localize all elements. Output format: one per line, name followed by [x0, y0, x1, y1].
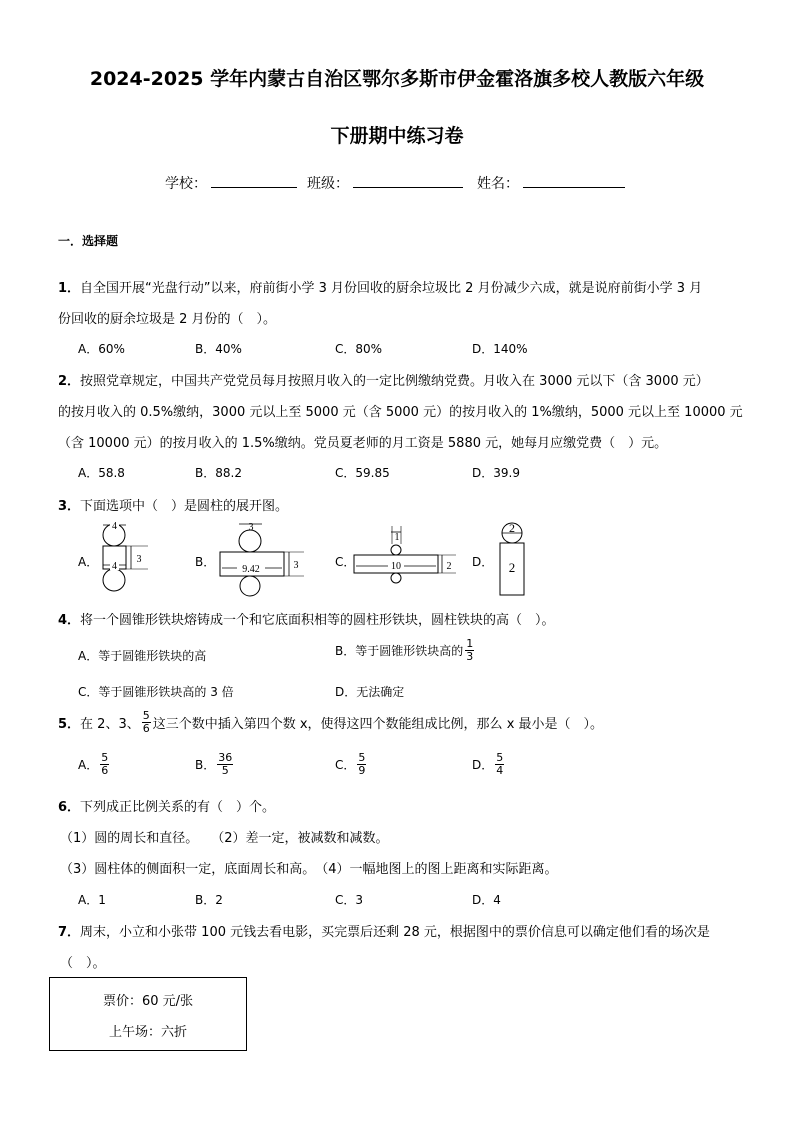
- net-c-top-circle: [391, 545, 401, 555]
- q5-option-d-num: 5: [496, 751, 504, 764]
- q6-line1: [58, 796, 275, 815]
- q5-option-d[interactable]: [472, 752, 506, 777]
- q6-option-d[interactable]: D．4: [472, 893, 501, 907]
- net-d-side-label: 2: [508, 560, 516, 575]
- q5-option-a-num: 5: [101, 751, 109, 764]
- q2-number: 2．: [58, 374, 81, 389]
- q6-option-b[interactable]: B．2: [195, 893, 223, 907]
- q3-option-b[interactable]: B．: [195, 555, 216, 569]
- q1-number: 1．: [58, 281, 81, 296]
- q4-line1: [58, 609, 555, 628]
- q5-fraction: [142, 710, 151, 735]
- name-blank[interactable]: [523, 173, 625, 188]
- q2-line1: [58, 370, 709, 389]
- school-blank[interactable]: [211, 173, 297, 188]
- q4-option-b-text: B．等于圆锥形铁块高的: [335, 644, 464, 658]
- q5-line1: [58, 710, 603, 735]
- q5-option-d-label: D．: [472, 758, 494, 772]
- q3-option-a[interactable]: A．: [78, 555, 99, 569]
- q3-figure-a: [96, 520, 152, 598]
- q6-text3: （3）圆柱体的侧面积一定，底面周长和高。 （4）一幅地图上的图上距离和实际距离。: [60, 862, 558, 877]
- net-c-top-label: 1: [394, 532, 400, 543]
- net-b-bottom-circle: [240, 576, 260, 596]
- q2-text3: （含 10000 元）的按月收入的 1.5%缴纳。党员夏老师的月工资是 5880 元，她每月应缴党费（ ）元。: [58, 436, 668, 451]
- q5-option-b-label: B．: [195, 758, 216, 772]
- class-field[interactable]: [307, 173, 463, 193]
- q5-option-b-num: 36: [218, 751, 233, 764]
- q3-option-d[interactable]: D．: [472, 555, 494, 569]
- q7-number: 7．: [58, 925, 81, 940]
- q3-figure-b: [210, 520, 306, 598]
- net-b-top-label: 3: [248, 522, 254, 533]
- q5-option-c-fraction: [357, 752, 366, 777]
- q3-figure-d: [495, 520, 531, 598]
- ticket-price: 票价：60 元/张: [102, 994, 194, 1009]
- q4-option-b-fraction: [465, 638, 474, 663]
- q4-text1: 将一个圆锥形铁块熔铸成一个和它底面积相等的圆柱形铁块，圆柱铁块的高（ ）。: [80, 613, 555, 628]
- ticket-price-box: [49, 977, 247, 1051]
- q4-option-b-num: 1: [466, 637, 474, 650]
- q5-text-pre: 在 2、3、: [80, 717, 140, 732]
- net-b-len-label: 9.42: [242, 564, 260, 575]
- school-label: 学校：: [165, 176, 207, 192]
- q5-option-a[interactable]: [78, 752, 111, 777]
- q3-number: 3．: [58, 499, 81, 514]
- q6-option-a[interactable]: A．1: [78, 893, 106, 907]
- name-label: 姓名：: [477, 176, 519, 192]
- q5-option-a-label: A．: [78, 758, 99, 772]
- net-c-bottom-circle: [391, 573, 401, 583]
- net-a-side-label: 3: [136, 554, 142, 565]
- net-c-side-label: 2: [446, 561, 452, 572]
- net-b-side-label: 3: [293, 560, 299, 571]
- class-blank[interactable]: [353, 173, 463, 188]
- ticket-discount: 上午场：六折: [108, 1025, 187, 1040]
- q4-option-d[interactable]: D．无法确定: [335, 685, 405, 699]
- q4-option-b[interactable]: [335, 638, 476, 663]
- q1-text2: 份回收的厨余垃圾是 2 月份的（ ）。: [58, 312, 277, 327]
- q1-line1: [58, 277, 702, 296]
- q3-option-c[interactable]: C．: [335, 555, 356, 569]
- net-b-top-circle: [239, 530, 261, 552]
- q5-text-post: 这三个数中插入第四个数 x，使得这四个数能组成比例，那么 x 最小是（ ）。: [152, 717, 604, 732]
- q4-number: 4．: [58, 613, 81, 628]
- q1-option-b[interactable]: B．40%: [195, 342, 242, 356]
- q5-option-a-fraction: [100, 752, 109, 777]
- q1-option-a[interactable]: A．60%: [78, 342, 125, 356]
- section-heading: 一．选择题: [58, 234, 119, 248]
- q1-option-d[interactable]: D．140%: [472, 342, 528, 356]
- q7-text1: 周末，小立和小张带 100 元钱去看电影，买完票后还剩 28 元，根据图中的票价信息可以确定他们看的场次是: [80, 925, 710, 940]
- class-label: 班级：: [307, 176, 349, 192]
- q5-option-d-fraction: [495, 752, 504, 777]
- q6-option-c[interactable]: C．3: [335, 893, 364, 907]
- q3-figure-c: [348, 522, 458, 590]
- net-a-mid-label: 4: [112, 561, 117, 572]
- q5-option-c-den: 9: [358, 764, 366, 777]
- q5-option-b-fraction: [217, 752, 233, 777]
- page-title-line2: 下册期中练习卷: [330, 125, 464, 147]
- q5-frac-den: 6: [142, 722, 150, 735]
- q2-text2: 的按月收入的 0.5%缴纳，3000 元以上至 5000 元（含 5000 元）的按月收入的 1%缴纳，5000 元以上至 10000 元: [58, 405, 743, 420]
- q5-option-b[interactable]: [195, 752, 235, 777]
- net-c-len-label: 10: [391, 561, 401, 572]
- net-a-top-label: 4: [112, 521, 117, 532]
- q6-text1: 下列成正比例关系的有（ ）个。: [80, 800, 276, 815]
- q2-option-d[interactable]: D．39.9: [472, 466, 520, 480]
- q5-option-a-den: 6: [101, 764, 109, 777]
- q3-line1: [58, 495, 288, 514]
- q5-number: 5．: [58, 717, 81, 732]
- net-a-bottom-circle: [103, 569, 125, 591]
- q4-option-b-den: 3: [466, 650, 474, 663]
- name-field[interactable]: [477, 173, 625, 193]
- q5-option-b-den: 5: [221, 764, 229, 777]
- q6-text2: （1）圆的周长和直径。 （2）差一定，被减数和减数。: [60, 831, 389, 846]
- q4-option-c[interactable]: C．等于圆锥形铁块高的 3 倍: [78, 685, 234, 699]
- q6-number: 6．: [58, 800, 81, 815]
- q1-option-c[interactable]: C．80%: [335, 342, 383, 356]
- q5-option-c-label: C．: [335, 758, 356, 772]
- q2-text1: 按照党章规定，中国共产党党员每月按照月收入的一定比例缴纳党费。月收入在 3000 元以下（含 3000 元）: [80, 374, 709, 389]
- q3-text1: 下面选项中（ ）是圆柱的展开图。: [80, 499, 289, 514]
- net-d-top-label: 2: [509, 521, 515, 535]
- q2-option-a[interactable]: A．58.8: [78, 466, 125, 480]
- q5-frac-num: 5: [142, 709, 150, 722]
- school-field[interactable]: [165, 173, 297, 193]
- q1-text1: 自全国开展“光盘行动”以来，府前街小学 3 月份回收的厨余垃圾比 2 月份减少六成，就是说府前街小学 3 月: [80, 281, 703, 296]
- q7-text2: （ ）。: [60, 956, 106, 971]
- q4-option-a[interactable]: A．等于圆锥形铁块的高: [78, 649, 207, 663]
- q5-option-c[interactable]: [335, 752, 368, 777]
- q5-option-d-den: 4: [496, 764, 504, 777]
- page-title-line1: 2024-2025 学年内蒙古自治区鄂尔多斯市伊金霍洛旗多校人教版六年级: [89, 68, 705, 90]
- q2-option-b[interactable]: B．88.2: [195, 466, 242, 480]
- q5-option-c-num: 5: [358, 751, 366, 764]
- q2-option-c[interactable]: C．59.85: [335, 466, 390, 480]
- q7-line1: [58, 921, 710, 940]
